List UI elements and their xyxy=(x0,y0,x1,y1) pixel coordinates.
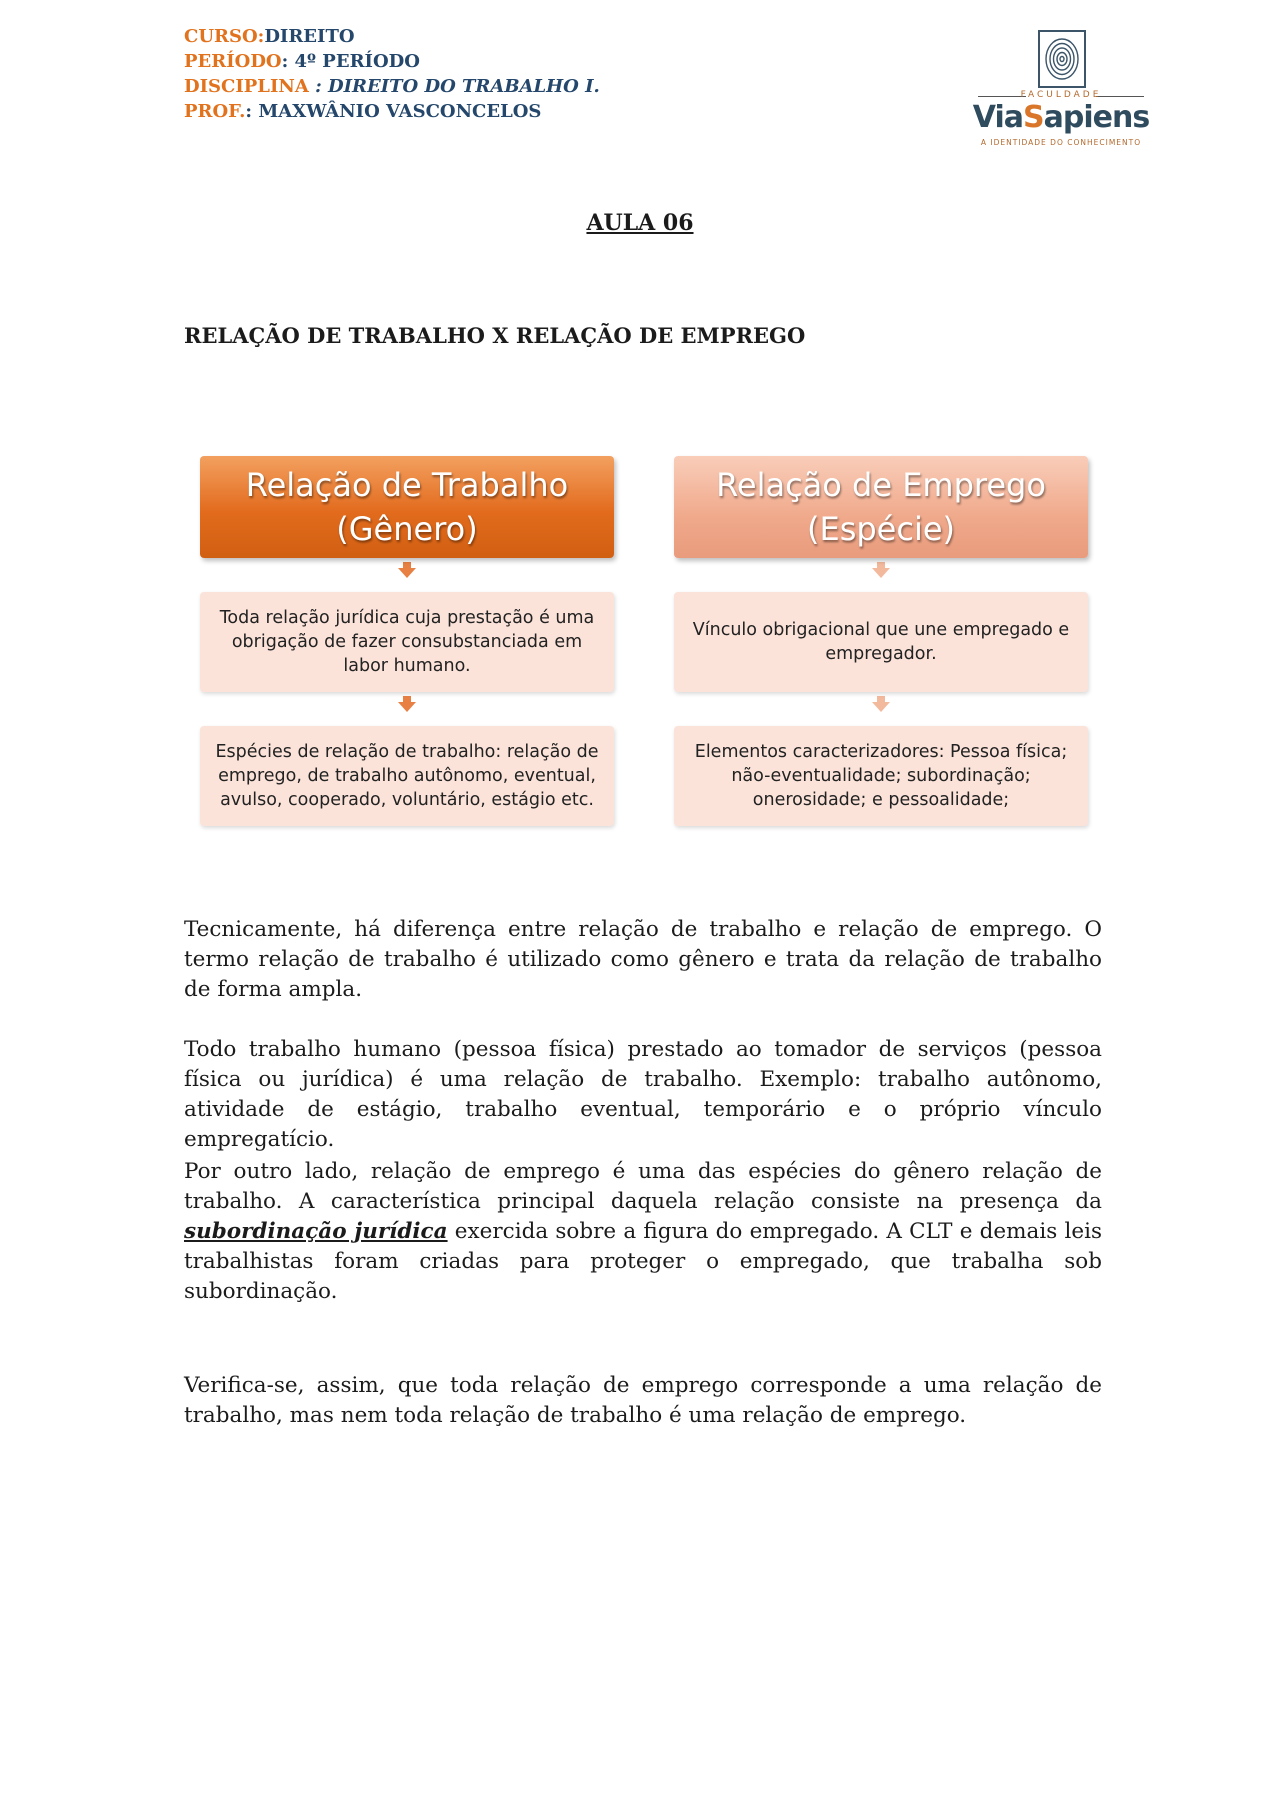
emprego-column xyxy=(674,456,1088,826)
paragraph-3-start: Por outro lado, relação de emprego é uma das espécies do gênero relação de trabalho. A característica principal daquela relação consiste na presença da xyxy=(184,1159,1102,1214)
paragraph-1: Tecnicamente, há diferença entre relação de trabalho e relação de emprego. O termo relação de trabalho é utilizado como gênero e trata da relação de trabalho de forma ampla. xyxy=(184,917,1102,1002)
comparison-diagram xyxy=(200,456,1090,846)
subordinacao-emphasis: subordinação jurídica xyxy=(184,1219,448,1244)
logo-name-s: S xyxy=(1023,100,1044,135)
logo-name-via: Via xyxy=(972,100,1024,135)
periodo-line xyxy=(184,49,600,74)
paragraph-3-end: exercida sobre a figura do empregado. A CLT e demais leis trabalhistas foram criadas para proteger o empregado, que trabalha sob subordinação. xyxy=(184,1219,1102,1304)
down-arrow-icon xyxy=(674,696,1088,726)
curso-label: CURSO: xyxy=(184,26,265,47)
prof-line xyxy=(184,99,600,124)
trabalho-header-line2: (Gênero) xyxy=(336,510,478,548)
logo-name xyxy=(970,100,1152,135)
fingerprint-icon xyxy=(1038,30,1086,88)
periodo-label: PERÍODO xyxy=(184,51,282,72)
logo-name-apiens: apiens xyxy=(1043,100,1150,135)
trabalho-species: Espécies de relação de trabalho: relação de emprego, de trabalho autônomo, eventual, avulso, cooperado, voluntário, estágio etc. xyxy=(200,726,614,826)
trabalho-header-line1: Relação de Trabalho xyxy=(245,466,569,504)
emprego-header-line1: Relação de Emprego xyxy=(716,466,1046,504)
trabalho-column xyxy=(200,456,614,826)
emprego-elements: Elementos caracterizadores: Pessoa física; não-eventualidade; subordinação; onerosidade; e pessoalidade; xyxy=(674,726,1088,826)
emprego-definition: Vínculo obrigacional que une empregado e empregador. xyxy=(674,592,1088,692)
disciplina-value: : DIREITO DO TRABALHO I. xyxy=(308,76,600,97)
paragraph-3 xyxy=(184,1157,1102,1307)
emprego-header xyxy=(674,456,1088,558)
disciplina-label: DISCIPLINA xyxy=(184,76,309,97)
paragraph-4: Verifica-se, assim, que toda relação de emprego corresponde a uma relação de trabalho, mas nem toda relação de trabalho é uma relação de emprego. xyxy=(184,1373,1102,1428)
down-arrow-icon xyxy=(674,562,1088,592)
down-arrow-icon xyxy=(200,562,614,592)
periodo-value: : 4º PERÍODO xyxy=(281,51,420,72)
curso-line xyxy=(184,24,600,49)
prof-label: PROF. xyxy=(184,101,246,122)
disciplina-line xyxy=(184,74,600,99)
course-header xyxy=(184,24,600,124)
trabalho-header xyxy=(200,456,614,558)
logo-tagline: A IDENTIDADE DO CONHECIMENTO xyxy=(980,138,1142,147)
trabalho-definition: Toda relação jurídica cuja prestação é uma obrigação de fazer consubstanciada em labor humano. xyxy=(200,592,614,692)
curso-value: DIREITO xyxy=(264,26,355,47)
emprego-header-line2: (Espécie) xyxy=(806,510,956,548)
down-arrow-icon xyxy=(200,696,614,726)
paragraph-2: Todo trabalho humano (pessoa física) prestado ao tomador de serviços (pessoa física ou jurídica) é uma relação de trabalho. Exemplo: trabalho autônomo, atividade de estágio, trabalho eventual, temporário e o próprio vínculo empregatício. xyxy=(184,1037,1102,1152)
logo-faculdade: FACULDADE xyxy=(1020,90,1102,100)
faculty-logo xyxy=(970,26,1152,150)
section-title: RELAÇÃO DE TRABALHO X RELAÇÃO DE EMPREGO xyxy=(184,323,806,348)
lesson-title: AULA 06 xyxy=(586,210,694,236)
prof-value: : MAXWÂNIO VASCONCELOS xyxy=(245,101,542,122)
